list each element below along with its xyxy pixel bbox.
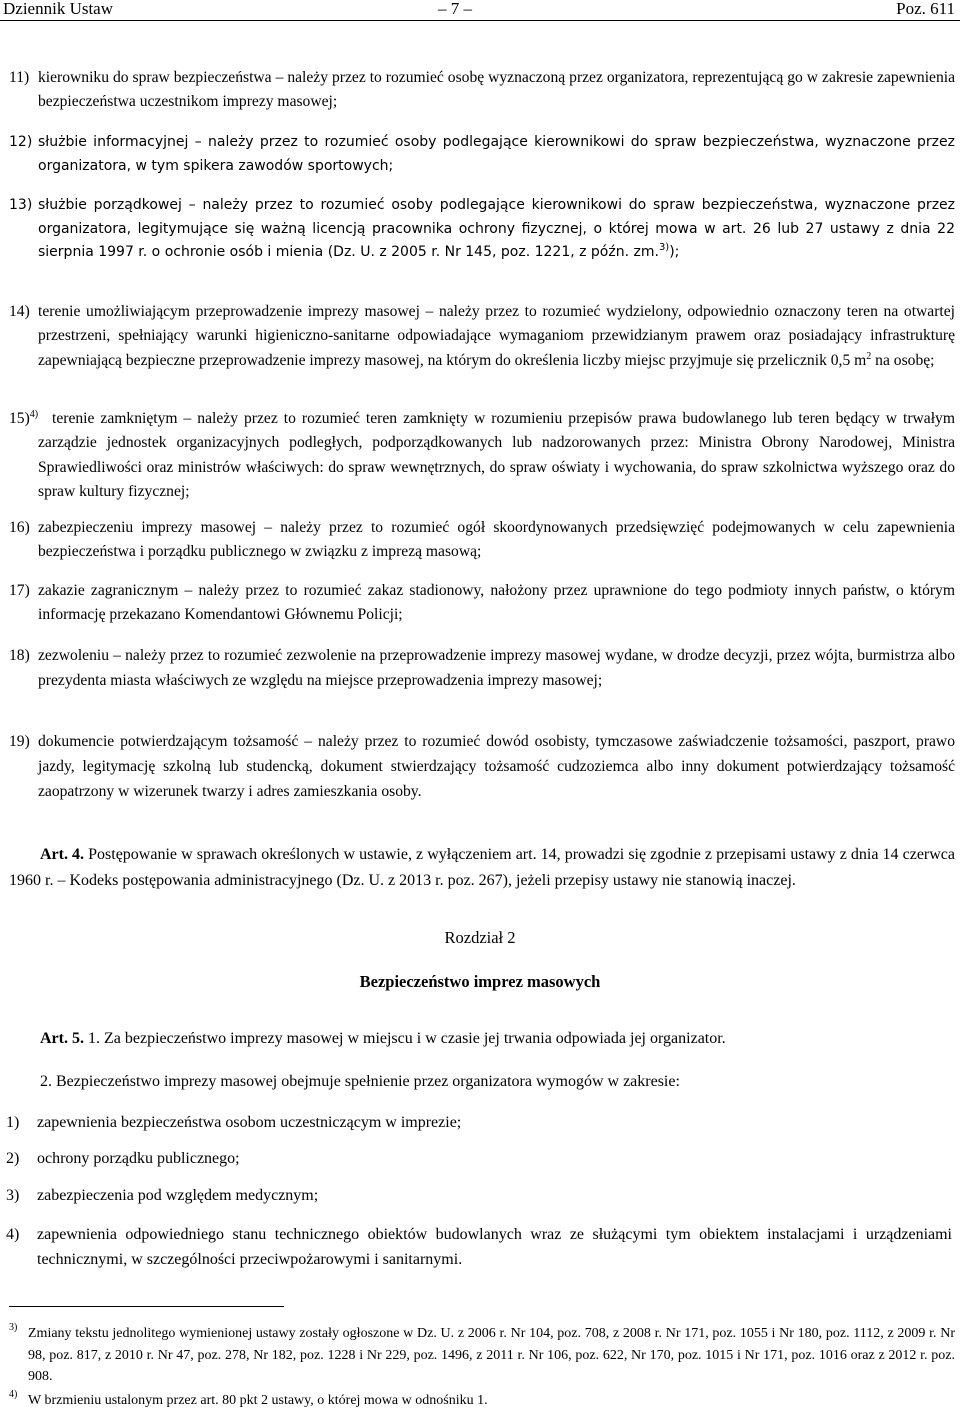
superscript-2: 2: [866, 350, 872, 362]
definition-16: [9, 516, 955, 565]
article-5-text: 1. Za bezpieczeństwo imprezy masowej w miejscu i w czasie jej trwania odpowiada jej organizator.: [83, 1030, 726, 1047]
definition-number: 16): [9, 519, 30, 536]
definition-13: [9, 194, 955, 265]
definition-14: [9, 300, 955, 373]
definition-19: [9, 729, 955, 805]
article-5-p2: 2. Bezpieczeństwo imprezy masowej obejmuje spełnienie przez organizatora wymogów w zakresie:: [40, 1073, 680, 1090]
page-number: – 7 –: [438, 0, 472, 18]
footnote-ref-4[interactable]: 4): [29, 409, 39, 420]
article-4: [9, 842, 955, 894]
definition-number: 11): [9, 69, 30, 86]
definition-text: zabezpieczeniu imprezy masowej – należy przez to rozumieć ogół skoordynowanych przedsięwzięć podejmowanych w celu zapewnienia bezpieczeństwa i porządku publicznego w związku z imprezą masową;: [38, 519, 955, 561]
list-item: 4) zapewnienia odpowiedniego stanu technicznego obiektów budowlanych wraz ze służącymi tym obiektem instalacjami i urządzeniami technicznymi, w szczególności przeciwpożarowymi i sanitarnymi.: [6, 1226, 952, 1268]
list-item: 3) zabezpieczenia pod względem medycznym;: [6, 1187, 319, 1204]
chapter-number: Rozdział 2: [444, 928, 516, 947]
footnote-rule: [9, 1306, 284, 1307]
footnote-4: [9, 1390, 955, 1412]
definition-text: służbie porządkowej – należy przez to rozumieć osoby podlegające kierownikowi do spraw bezpieczeństwa, wyznaczone przez organizatora, legitymujące się ważną licencją pracownika ochrony fizycznej, o której mowa w art. 26 lub 27 ustawy z dnia 22 sierpnia 1997 r. o ochronie osób i mienia (Dz. U. z 2005 r. Nr 145, poz. 1221, z późn. zm.: [38, 197, 955, 260]
definition-17: [9, 579, 955, 628]
chapter-title: Bezpieczeństwo imprez masowych: [359, 972, 601, 991]
footnote-number: 3): [9, 1322, 18, 1333]
definition-text-end: na osobę;: [871, 351, 935, 369]
footnote-text: Zmiany tekstu jednolitego wymienionej ustawy zostały ogłoszone w Dz. U. z 2006 r. Nr 104, poz. 708, z 2008 r. Nr 171, poz. 1055 i Nr 180, poz. 1112, z 2009 r. Nr 98, poz. 817, z 2010 r. Nr 47, poz. 278, Nr 182, poz. 1228 i Nr 229, poz. 1496, z 2011 r. Nr 106, poz. 622, Nr 170, poz. 1015 i Nr 171, poz. 1016 oraz z 2012 r. poz. 908.: [28, 1326, 955, 1384]
definition-12: [9, 130, 955, 179]
list-item: 2) ochrony porządku publicznego;: [6, 1150, 240, 1167]
definition-15: [9, 407, 955, 505]
list-item: 1) zapewnienia bezpieczeństwa osobom uczestniczącym w imprezie;: [6, 1114, 462, 1131]
definition-number: 18): [9, 647, 30, 664]
definition-number: 13): [9, 197, 33, 213]
header-rule: [0, 20, 960, 21]
definition-11: [9, 66, 955, 115]
definition-text-end: );: [669, 244, 680, 260]
definition-text: terenie umożliwiającym przeprowadzenie imprezy masowej – należy przez to rozumieć wydzielony, odpowiednio oznaczony teren na otwartej przestrzeni, spełniający warunki higieniczno-sanitarne odpowiadające wymaganiom przewidzianym prawem oraz posiadający infrastrukturę zapewniającą bezpieczne przeprowadzenie imprezy masowej, na którym do określenia liczby miejsc przyjmuje się przelicznik 0,5 m: [38, 303, 955, 369]
definition-number: 14): [9, 303, 30, 320]
definition-text: służbie informacyjnej – należy przez to rozumieć osoby podlegające kierownikowi do spraw bezpieczeństwa, wyznaczone przez organizatora, w tym spikera zawodów sportowych;: [38, 134, 955, 175]
journal-title: Dziennik Ustaw: [3, 0, 114, 18]
article-5-p1: [9, 1026, 955, 1052]
page-header: [0, 0, 960, 20]
definition-number: 15): [9, 410, 30, 427]
definition-text: terenie zamkniętym – należy przez to rozumieć teren zamknięty w rozumieniu przepisów prawa budowlanego lub teren będący w trwałym zarządzie jednostek organizacyjnych podległych, podporządkowanych lub nadzorowanych przez: Ministra Obrony Narodowej, Ministra Sprawiedliwości oraz ministrów właściwych: do spraw wewnętrznych, do spraw oświaty i wychowania, do spraw szkolnictwa wyższego oraz do spraw kultury fizycznej;: [38, 410, 955, 501]
definition-text: zezwoleniu – należy przez to rozumieć zezwolenie na przeprowadzenie imprezy masowej wydane, w drodze decyzji, przez wójta, burmistrza albo prezydenta miasta właściwych ze względu na miejsce przeprowadzenia imprezy masowej;: [38, 647, 955, 690]
footnote-number: 4): [9, 1389, 18, 1400]
definition-text: dokumencie potwierdzającym tożsamość – należy przez to rozumieć dowód osobisty, tymczasowe zaświadczenie tożsamości, paszport, prawo jazdy, legitymację szkolną lub studencką, dokument stwierdzający tożsamość cudzoziemca albo inny dokument potwierdzający tożsamość zaopatrzony w wizerunek twarzy i adres zamieszkania osoby.: [38, 733, 955, 801]
article-4-text: Postępowanie w sprawach określonych w ustawie, z wyłączeniem art. 14, prowadzi się zgodnie z przepisami ustawy z dnia 14 czerwca 1960 r. – Kodeks postępowania administracyjnego (Dz. U. z 2013 r. poz. 267), jeżeli przepisy ustawy nie stanowią inaczej.: [9, 846, 956, 889]
article-5-label: Art. 5.: [40, 1030, 84, 1047]
position-number: Poz. 611: [896, 0, 955, 18]
footnote-text: W brzmieniu ustalonym przez art. 80 pkt 2 ustawy, o której mowa w odnośniku 1.: [28, 1393, 488, 1408]
definition-number: 12): [9, 134, 33, 150]
definition-number: 19): [9, 733, 30, 750]
article-4-label: Art. 4.: [40, 846, 85, 863]
footnote-3: [9, 1323, 955, 1388]
definition-number: 17): [9, 582, 30, 599]
definition-18: [9, 643, 955, 693]
footnote-ref-3[interactable]: 3): [658, 242, 670, 253]
definition-text: kierowniku do spraw bezpieczeństwa – należy przez to rozumieć osobę wyznaczoną przez organizatora, reprezentującą go w zakresie zapewnienia bezpieczeństwa uczestnikom imprezy masowej;: [38, 69, 955, 111]
definition-text: zakazie zagranicznym – należy przez to rozumieć zakaz stadionowy, nałożony przez uprawnione do tego podmioty innych państw, o którym informację przekazano Komendantowi Głównemu Policji;: [38, 582, 955, 624]
